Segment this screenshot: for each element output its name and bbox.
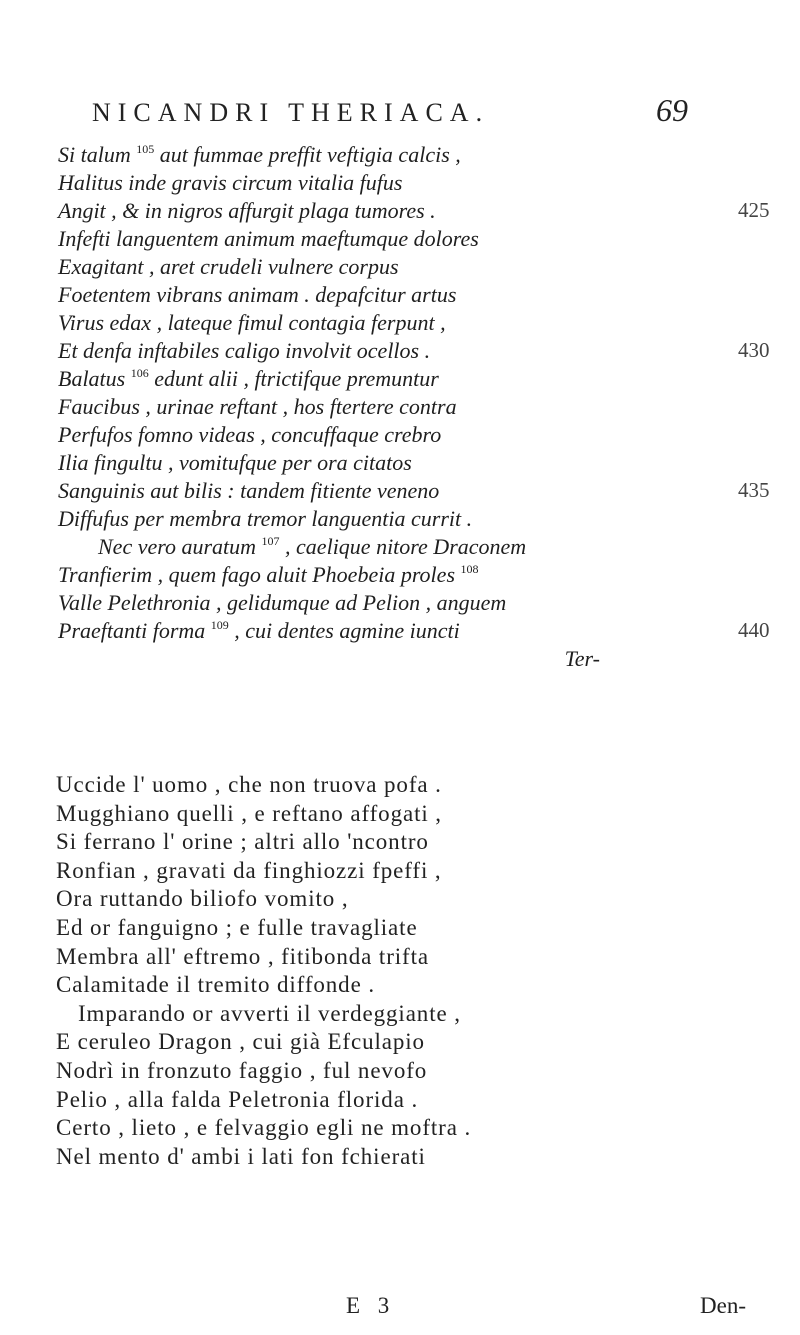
footnote-ref: 106	[130, 366, 149, 380]
italian-translation-block	[56, 771, 746, 1171]
footnote-ref: 108	[460, 562, 479, 576]
italian-line: Uccide l' uomo , che non truova pofa .	[56, 772, 442, 797]
latin-line: Infefti languentem animum maeftumque dolores	[58, 226, 479, 251]
latin-line: Tranfierim , quem fago aluit Phoebeia proles $^{108}$	[58, 562, 479, 587]
italian-line: Ora ruttando biliofo vomito ,	[56, 886, 349, 912]
verse-number: 430	[738, 338, 770, 362]
italian-line: Nel mento d' ambi i lati fon fchierati	[56, 1143, 426, 1169]
latin-line: Si talum $^{105}$ aut fummae preffit veftigia calcis ,	[58, 142, 461, 167]
latin-line: Virus edax , lateque fimul contagia ferpunt ,	[58, 310, 446, 335]
italian-line: Nodrì in fronzuto faggio , ful nevofo	[56, 1057, 428, 1083]
latin-catchword: Ter-	[564, 646, 600, 671]
verse-number: 440	[738, 618, 770, 642]
latin-line: Perfufos fomno videas , concuffaque crebro	[58, 422, 442, 447]
latin-verse-block	[58, 141, 758, 673]
latin-line: Nec vero auratum $^{107}$ , caelique nitore Draconem	[98, 534, 527, 559]
signature-mark: E 3	[346, 1293, 396, 1318]
verse-number: 425	[738, 198, 770, 222]
italian-line: Certo , lieto , e felvaggio egli ne moftra .	[56, 1115, 472, 1141]
italian-line: Ed or fanguigno ; e fulle travagliate	[56, 914, 418, 940]
italian-line: Ronfian , gravati da finghiozzi fpeffi ,	[56, 857, 442, 883]
footnote-ref: 105	[136, 142, 155, 156]
running-title: NICANDRI THERIACA.	[92, 98, 490, 127]
latin-line: Praeftanti forma $^{109}$ , cui dentes agmine iuncti	[58, 618, 460, 643]
latin-line: Faucibus , urinae reftant , hos ftertere contra	[58, 394, 457, 419]
latin-line: Angit , & in nigros affurgit plaga tumores .	[58, 198, 436, 223]
latin-line: Diffufus per membra tremor languentia currit .	[58, 506, 473, 531]
latin-line: Ilia fingultu , vomitufque per ora citatos	[58, 450, 412, 475]
italian-line: Imparando or avverti il verdeggiante ,	[78, 1000, 461, 1026]
verse-number: 435	[738, 478, 770, 502]
italian-line: Pelio , alla falda Peletronia florida .	[56, 1086, 419, 1112]
footnote-ref: 109	[210, 618, 229, 632]
latin-line: Et denfa inftabiles caligo involvit ocellos .	[58, 338, 431, 363]
italian-line: Mugghiano quelli , e reftano affogati ,	[56, 800, 442, 826]
running-header	[92, 92, 760, 142]
latin-line: Exagitant , aret crudeli vulnere corpus	[58, 254, 399, 279]
italian-line: Membra all' eftremo , fitibonda trifta	[56, 943, 430, 969]
page-footer	[56, 1293, 746, 1323]
italian-line: Si ferrano l' orine ; altri allo 'ncontro	[56, 829, 429, 855]
page-number: 69	[656, 92, 688, 128]
latin-line: Valle Pelethronia , gelidumque ad Pelion , anguem	[58, 590, 507, 615]
footnote-ref: 107	[261, 534, 280, 548]
latin-line: Balatus $^{106}$ edunt alii , ftrictifque premuntur	[58, 366, 439, 391]
italian-line: E ceruleo Dragon , cui già Efculapio	[56, 1029, 425, 1055]
latin-line: Foetentem vibrans animam . depafcitur artus	[58, 282, 457, 307]
latin-line: Halitus inde gravis circum vitalia fufus	[58, 170, 403, 195]
italian-line: Calamitade il tremito diffonde .	[56, 972, 375, 998]
latin-line: Sanguinis aut bilis : tandem fitiente veneno	[58, 478, 440, 503]
catchword: Den-	[700, 1293, 746, 1318]
